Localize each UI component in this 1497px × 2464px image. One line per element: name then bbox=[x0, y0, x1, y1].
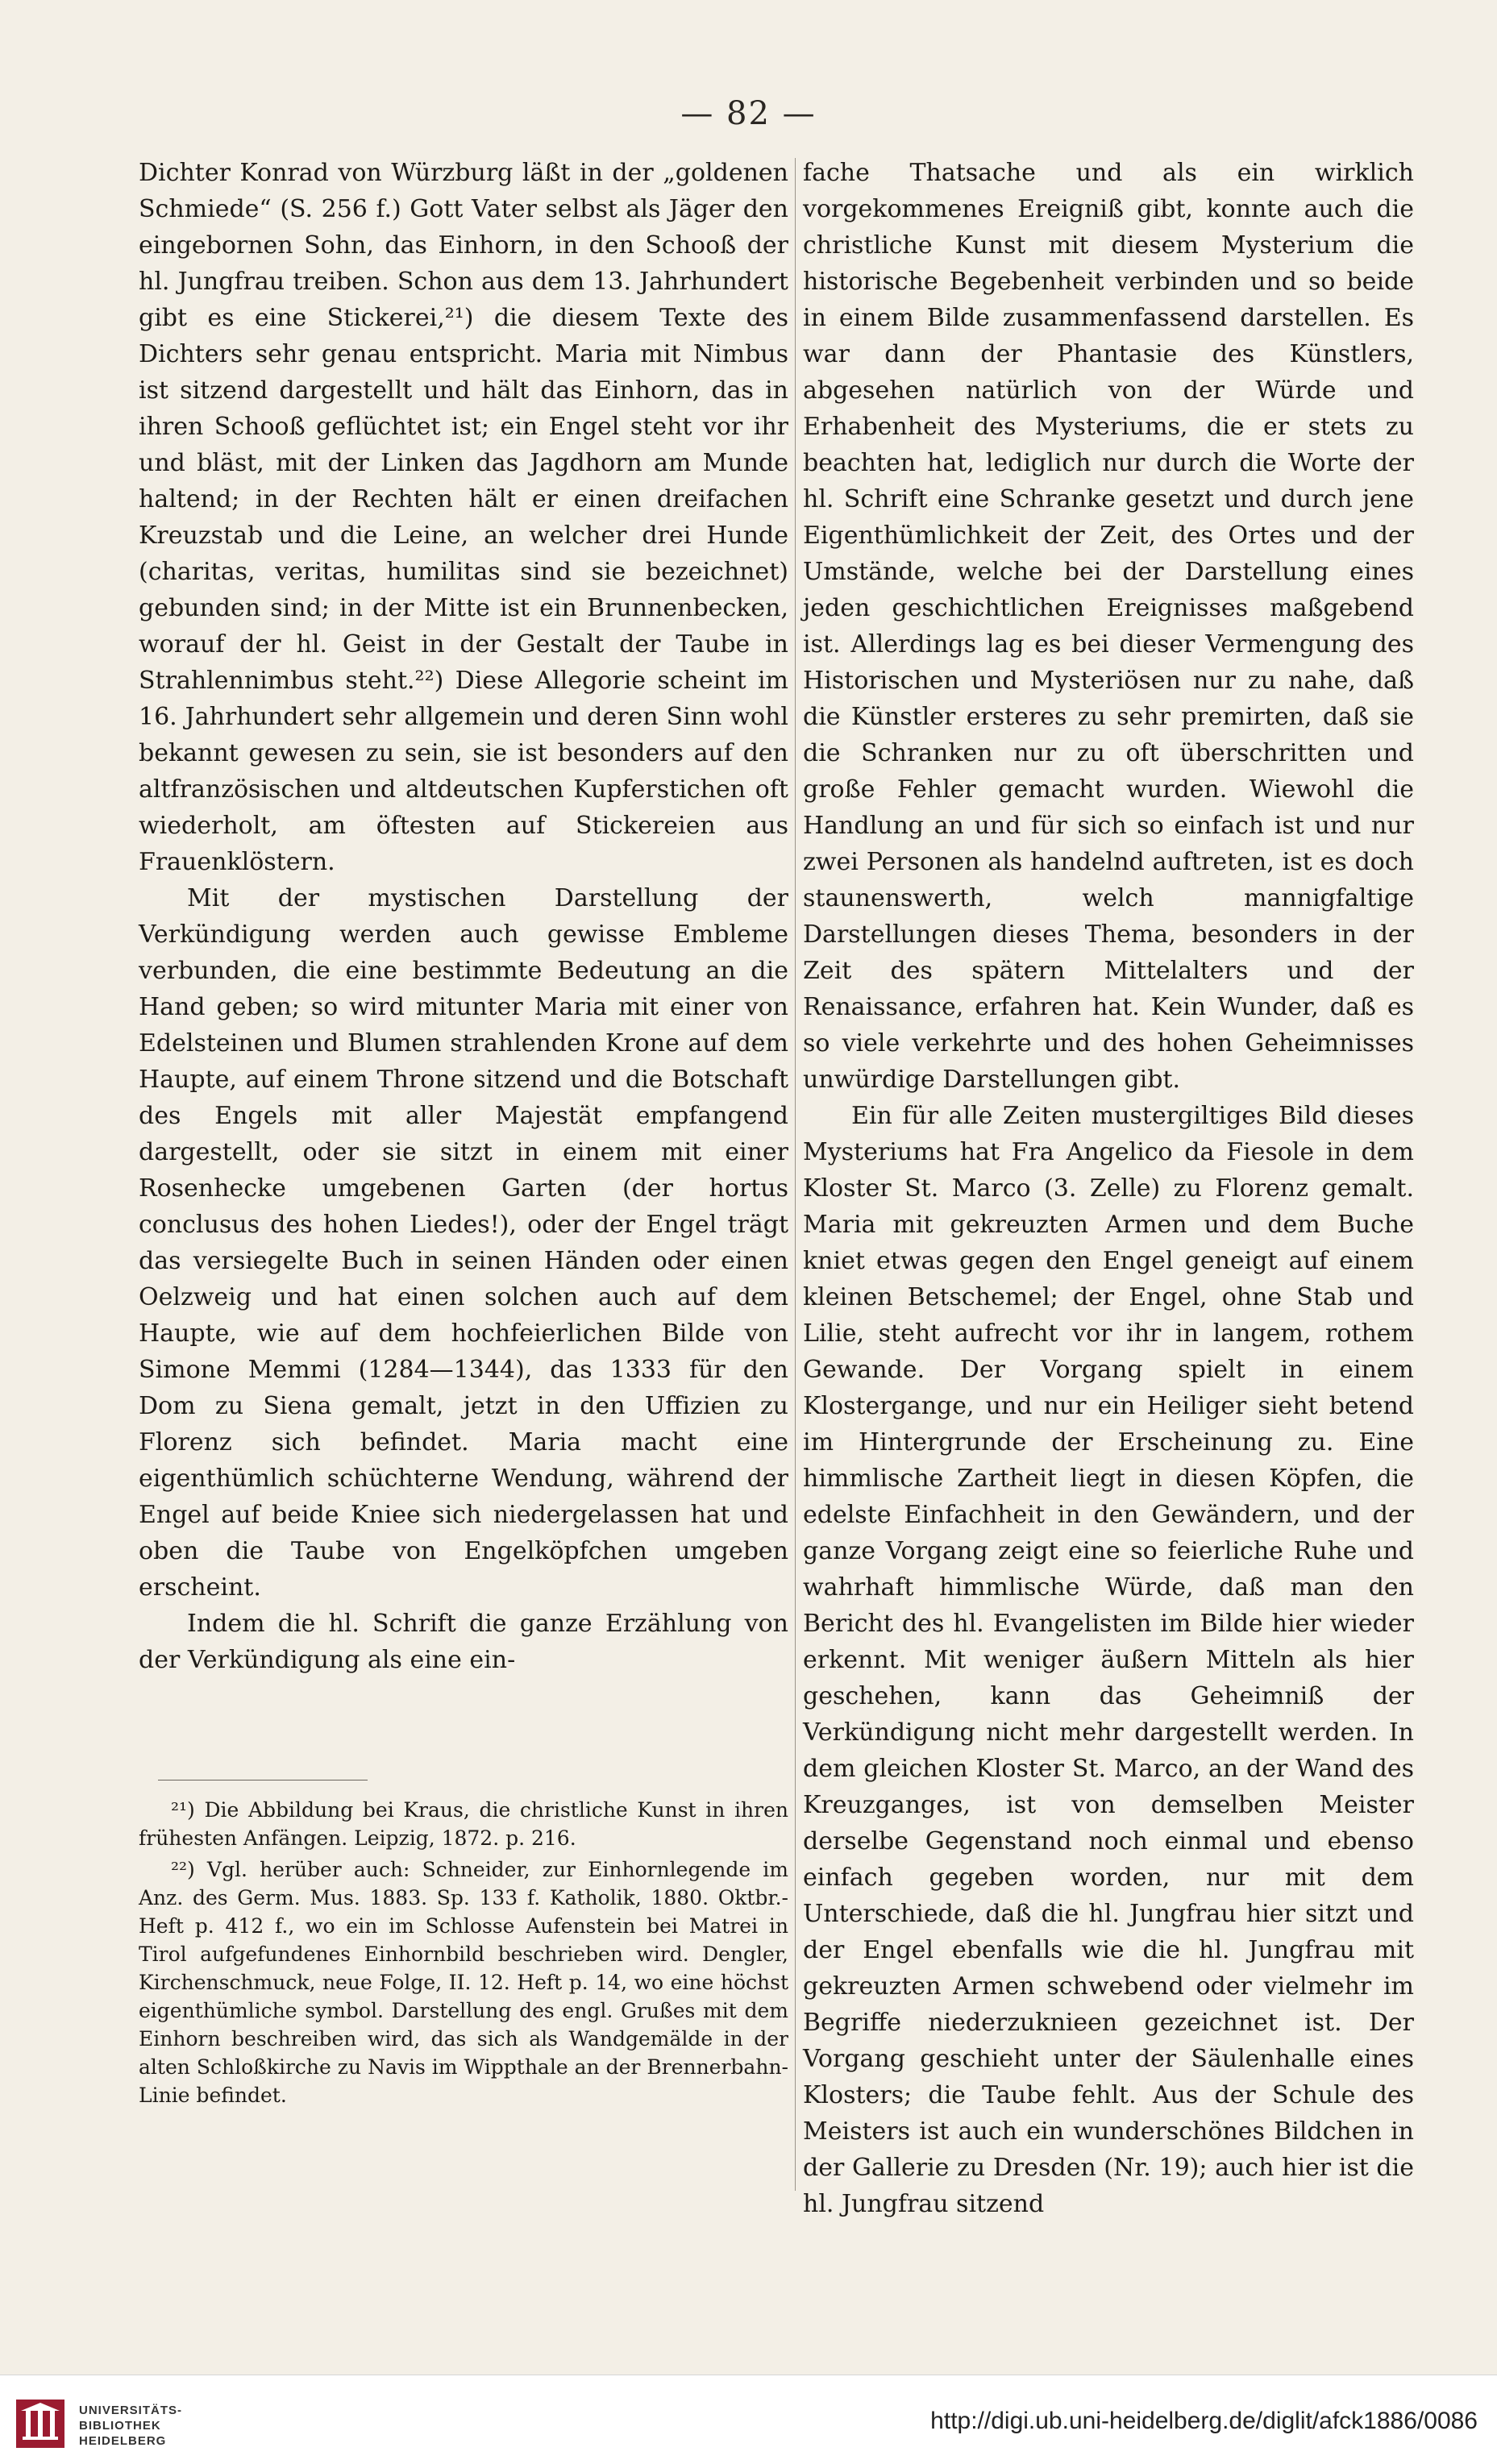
source-url-link[interactable]: http://digi.ub.uni-heidelberg.de/diglit/afck1886/0086 bbox=[930, 2408, 1478, 2434]
library-logo-text bbox=[79, 2403, 182, 2449]
library-logo-icon bbox=[16, 2400, 64, 2448]
footnote: ²²) Vgl. herüber auch: Schneider, zur Einhornlegende im Anz. des Germ. Mus. 1883. Sp. 133 f. Katholik, 1880. Oktbr.-Heft p. 412 f., wo ein im Schlosse Aufenstein bei Matrei in Tirol aufgefundenes Einhornbild beschrieben wird. Dengler, Kirchenschmuck, neue Folge, II. 12. Heft p. 14, wo eine höchst eigenthümliche symbol. Darstellung des engl. Grußes mit dem Einhorn beschreiben wird, das sich als Wandgemälde in der alten Schloßkirche zu Navis im Wippthale an der Brennerbahn-Linie befindet. bbox=[139, 1858, 788, 2107]
logo-line: HEIDELBERG bbox=[79, 2434, 167, 2448]
logo-line: UNIVERSITÄTS- bbox=[79, 2404, 183, 2417]
page-number: — 82 — bbox=[680, 95, 817, 132]
footnote: ²¹) Die Abbildung bei Kraus, die christliche Kunst in ihren frühesten Anfängen. Leipzig, 1872. p. 216. bbox=[139, 1798, 788, 1850]
paragraph: Dichter Konrad von Würzburg läßt in der „goldenen Schmiede“ (S. 256 f.) Gott Vater selbst als Jäger den eingebornen Sohn, das Einhorn, in den Schooß der hl. Jungfrau treiben. Schon aus dem 13. Jahrhundert gibt es eine Stickerei,²¹) die diesem Texte des Dichters sehr genau entspricht. Maria mit Nimbus ist sitzend dargestellt und hält das Einhorn, das in ihren Schooß geflüchtet ist; ein Engel steht vor ihr und bläst, mit der Linken das Jagdhorn am Munde haltend; in der Rechten hält er einen dreifachen Kreuzstab und die Leine, an welcher drei Hunde (charitas, veritas, humilitas sind sie bezeichnet) gebunden sind; in der Mitte ist ein Brunnenbecken, worauf der hl. Geist in der Gestalt der Taube in Strahlennimbus steht.²²) Diese Allegorie scheint im 16. Jahrhundert sehr allgemein und deren Sinn wohl bekannt gewesen zu sein, sie ist besonders auf den altfranzösischen und altdeutschen Kupferstichen oft wiederholt, am öftesten auf Stickereien aus Frauenklöstern. bbox=[139, 159, 788, 876]
column-divider bbox=[795, 158, 796, 2191]
logo-line: BIBLIOTHEK bbox=[79, 2419, 161, 2433]
right-column bbox=[803, 155, 1414, 2222]
footnotes bbox=[139, 1796, 788, 2113]
paragraph: Indem die hl. Schrift die ganze Erzählung von der Verkündigung als eine ein- bbox=[139, 1610, 788, 1674]
paragraph: Ein für alle Zeiten mustergiltiges Bild dieses Mysteriums hat Fra Angelico da Fiesole in dem Kloster St. Marco (3. Zelle) zu Florenz gemalt. Maria mit gekreuzten Armen und dem Buche kniet etwas gegen den Engel geneigt auf einem kleinen Betschemel; der Engel, ohne Stab und Lilie, steht aufrecht vor ihr in langem, rothem Gewande. Der Vorgang spielt in einem Klostergange, und nur ein Heiliger sieht betend im Hintergrunde der Erscheinung zu. Eine himmlische Zartheit liegt in diesen Köpfen, die edelste Einfachheit in den Gewändern, und der ganze Vorgang zeigt eine so feierliche Ruhe und wahrhaft himmlische Würde, daß man den Bericht des hl. Evangelisten im Bilde hier wieder erkennt. Mit weniger äußern Mitteln als hier geschehen, kann das Geheimniß der Verkündigung nicht mehr dargestellt werden. In dem gleichen Kloster St. Marco, an der Wand des Kreuzganges, ist von demselben Meister derselbe Gegenstand noch einmal und ebenso einfach gegeben worden, nur mit dem Unterschiede, daß die hl. Jungfrau hier sitzt und der Engel ebenfalls wie die hl. Jungfrau mit gekreuzten Armen schwebend oder vielmehr im Begriffe niederzuknieen gezeichnet ist. Der Vorgang geschieht unter der Säulenhalle eines Klosters; die Taube fehlt. Aus der Schule des Meisters ist auch ein wunderschönes Bildchen in der Gallerie zu Dresden (Nr. 19); auch hier ist die hl. Jungfrau sitzend bbox=[803, 1102, 1414, 2218]
footer-bar bbox=[0, 2375, 1497, 2464]
paragraph: fache Thatsache und als ein wirklich vorgekommenes Ereigniß gibt, konnte auch die christliche Kunst mit diesem Mysterium die historische Begebenheit verbinden und so beide in einem Bilde zusammenfassend darstellen. Es war dann der Phantasie des Künstlers, abgesehen natürlich von der Würde und Erhabenheit des Mysteriums, die er stets zu beachten hat, lediglich nur durch die Worte der hl. Schrift eine Schranke gesetzt und durch jene Eigenthümlichkeit der Zeit, des Ortes und der Umstände, welche bei der Darstellung eines jeden geschichtlichen Ereignisses maßgebend ist. Allerdings lag es bei dieser Vermengung des Historischen und Mysteriösen nur zu nahe, daß die Künstler ersteres zu sehr premirten, daß sie die Schranken nur zu oft überschritten und große Fehler gemacht wurden. Wiewohl die Handlung an und für sich so einfach ist und nur zwei Personen als handelnd auftreten, ist es doch staunenswerth, welch mannigfaltige Darstellungen dieses Thema, besonders in der Zeit des spätern Mittelalters und der Renaissance, erfahren hat. Kein Wunder, daß es so viele verkehrte und des hohen Geheimnisses unwürdige Darstellungen gibt. bbox=[803, 159, 1414, 1094]
paragraph: Mit der mystischen Darstellung der Verkündigung werden auch gewisse Embleme verbunden, die eine bestimmte Bedeutung an die Hand geben; so wird mitunter Maria mit einer von Edelsteinen und Blumen strahlenden Krone auf dem Haupte, auf einem Throne sitzend und die Botschaft des Engels mit aller Majestät empfangend dargestellt, oder sie sitzt in einem mit einer Rosenhecke umgebenen Garten (der hortus conclusus des hohen Liedes!), oder der Engel trägt das versiegelte Buch in seinen Händen oder einen Oelzweig und hat einen solchen auch auf dem Haupte, wie auf dem hochfeierlichen Bilde von Simone Memmi (1284—1344), das 1333 für den Dom zu Siena gemalt, jetzt in den Uffizien zu Florenz sich befindet. Maria macht eine eigenthümlich schüchterne Wendung, während der Engel auf beide Kniee sich niedergelassen hat und oben die Taube von Engelköpfchen umgeben erscheint. bbox=[139, 884, 788, 1602]
left-column bbox=[139, 155, 788, 1678]
